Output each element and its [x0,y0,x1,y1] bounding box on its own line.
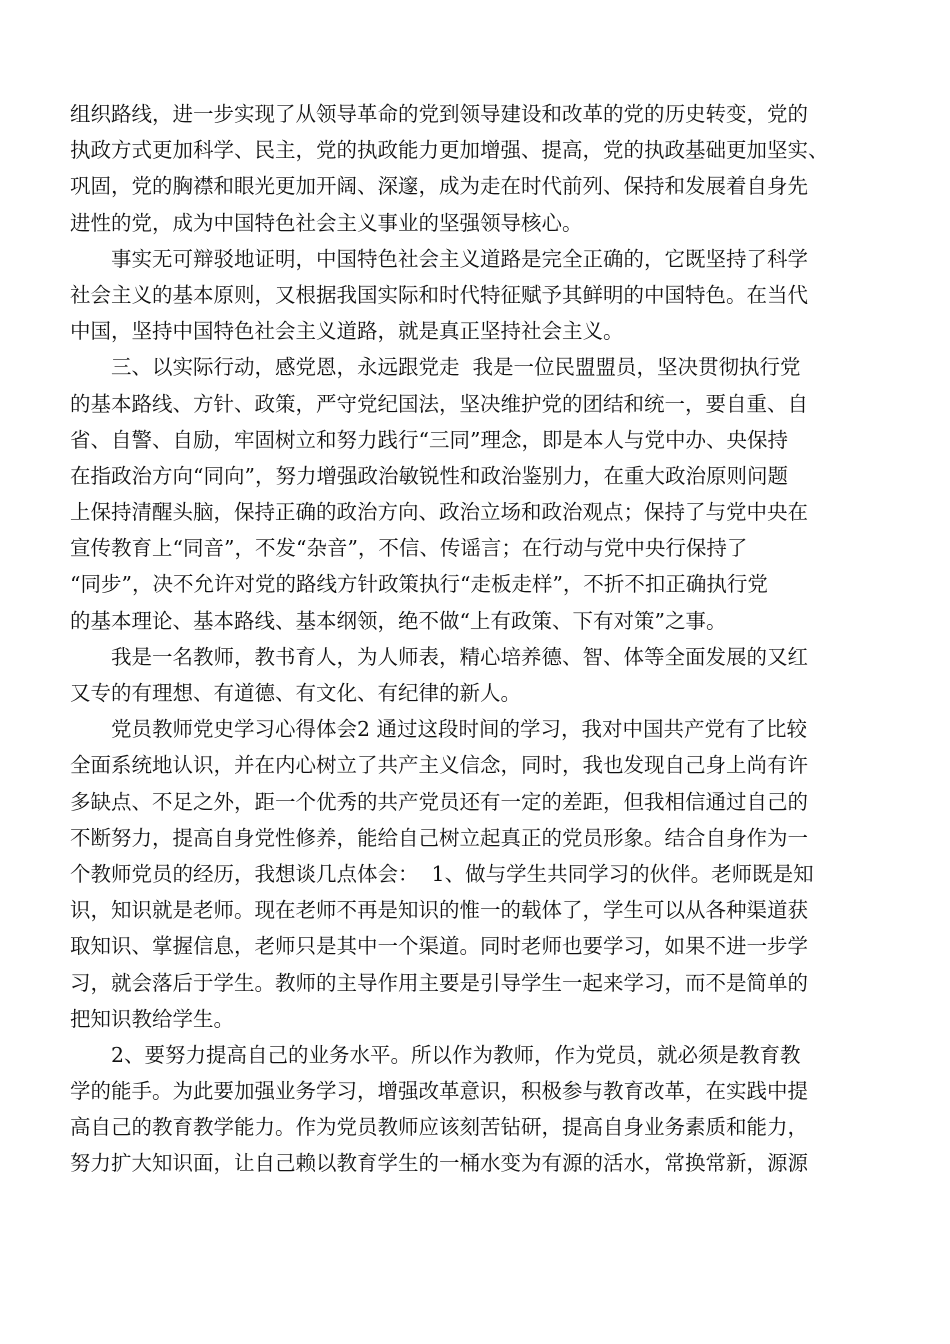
text-line: 社会主义的基本原则，又根据我国实际和时代特征赋予其鲜明的中国特色。在当代 [70,282,808,307]
text-line: 党员教师党史学习心得体会2 通过这段时间的学习，我对中国共产党有了比较 [70,717,808,742]
text-line: “同步”，决不允许对党的路线方针政策执行“走板走样”，不折不扣正确执行党 [70,572,768,597]
text-line: 中国，坚持中国特色社会主义道路，就是真正坚持社会主义。 [70,319,624,344]
text-line: 把知识教给学生。 [70,1006,234,1031]
text-line: 不断努力，提高自身党性修养，能给自己树立起真正的党员形象。结合自身作为一 [70,825,808,850]
text-line: 我是一名教师，教书育人，为人师表，精心培养德、智、体等全面发展的又红 [70,644,808,669]
text-line: 多缺点、不足之外，距一个优秀的共产党员还有一定的差距，但我相信通过自己的 [70,789,808,814]
text-line: 省、自警、自励，牢固树立和努力践行“三同”理念，即是本人与党中办、央保持 [70,427,788,452]
text-line: 取知识、掌握信息，老师只是其中一个渠道。同时老师也要学习，如果不进一步学 [70,934,808,959]
text-line: 的基本路线、方针、政策，严守党纪国法，坚决维护党的团结和统一，要自重、自 [70,391,808,416]
text-line: 巩固，党的胸襟和眼光更加开阔、深邃，成为走在时代前列、保持和发展着自身先 [70,174,808,199]
text-line: 在指政治方向“同向”，努力增强政治敏锐性和政治鉴别力，在重大政治原则问题 [70,463,788,488]
text-line: 识，知识就是老师。现在老师不再是知识的惟一的载体了，学生可以从各种渠道获 [70,898,808,923]
text-line: 努力扩大知识面，让自己赖以教育学生的一桶水变为有源的活水，常换常新，源源 [70,1151,808,1176]
text-line: 又专的有理想、有道德、有文化、有纪律的新人。 [70,681,521,705]
text-line: 习，就会落后于学生。教师的主导作用主要是引导学生一起来学习，而不是简单的 [70,970,808,995]
text-line: 进性的党，成为中国特色社会主义事业的坚强领导核心。 [70,210,583,235]
text-line: 事实无可辩驳地证明，中国特色社会主义道路是完全正确的，它既坚持了科学 [70,246,808,271]
text-line: 的基本理论、基本路线、基本纲领，绝不做“上有政策、下有对策”之事。 [70,608,727,633]
text-line: 全面系统地认识，并在内心树立了共产主义信念，同时，我也发现自己身上尚有许 [70,753,808,778]
text-line: 学的能手。为此要加强业务学习，增强改革意识，积极参与教育改革，在实践中提 [70,1079,808,1104]
text-line: 宣传教育上“同音”，不发“杂音”，不信、传谣言；在行动与党中央行保持了 [70,536,748,561]
text-line: 执政方式更加科学、民主，党的执政能力更加增强、提高，党的执政基础更加坚实、 [70,138,829,163]
text-line: 2、要努力提高自己的业务水平。所以作为教师，作为党员，就必须是教育教 [70,1042,801,1067]
text-line: 三、以实际行动，感党恩，永远跟党走 我是一位民盟盟员，坚决贯彻执行党 [70,355,801,380]
text-line: 组织路线，进一步实现了从领导革命的党到领导建设和改革的党的历史转变，党的 [70,102,808,126]
text-line: 高自己的教育教学能力。作为党员教师应该刻苦钻研，提高自身业务素质和能力， [70,1115,808,1140]
text-line: 个教师党员的经历，我想谈几点体会： 1、做与学生共同学习的伙伴。老师既是知 [70,861,814,886]
document-body [70,96,885,1182]
text-line: 上保持清醒头脑，保持正确的政治方向、政治立场和政治观点；保持了与党中央在 [70,500,808,525]
